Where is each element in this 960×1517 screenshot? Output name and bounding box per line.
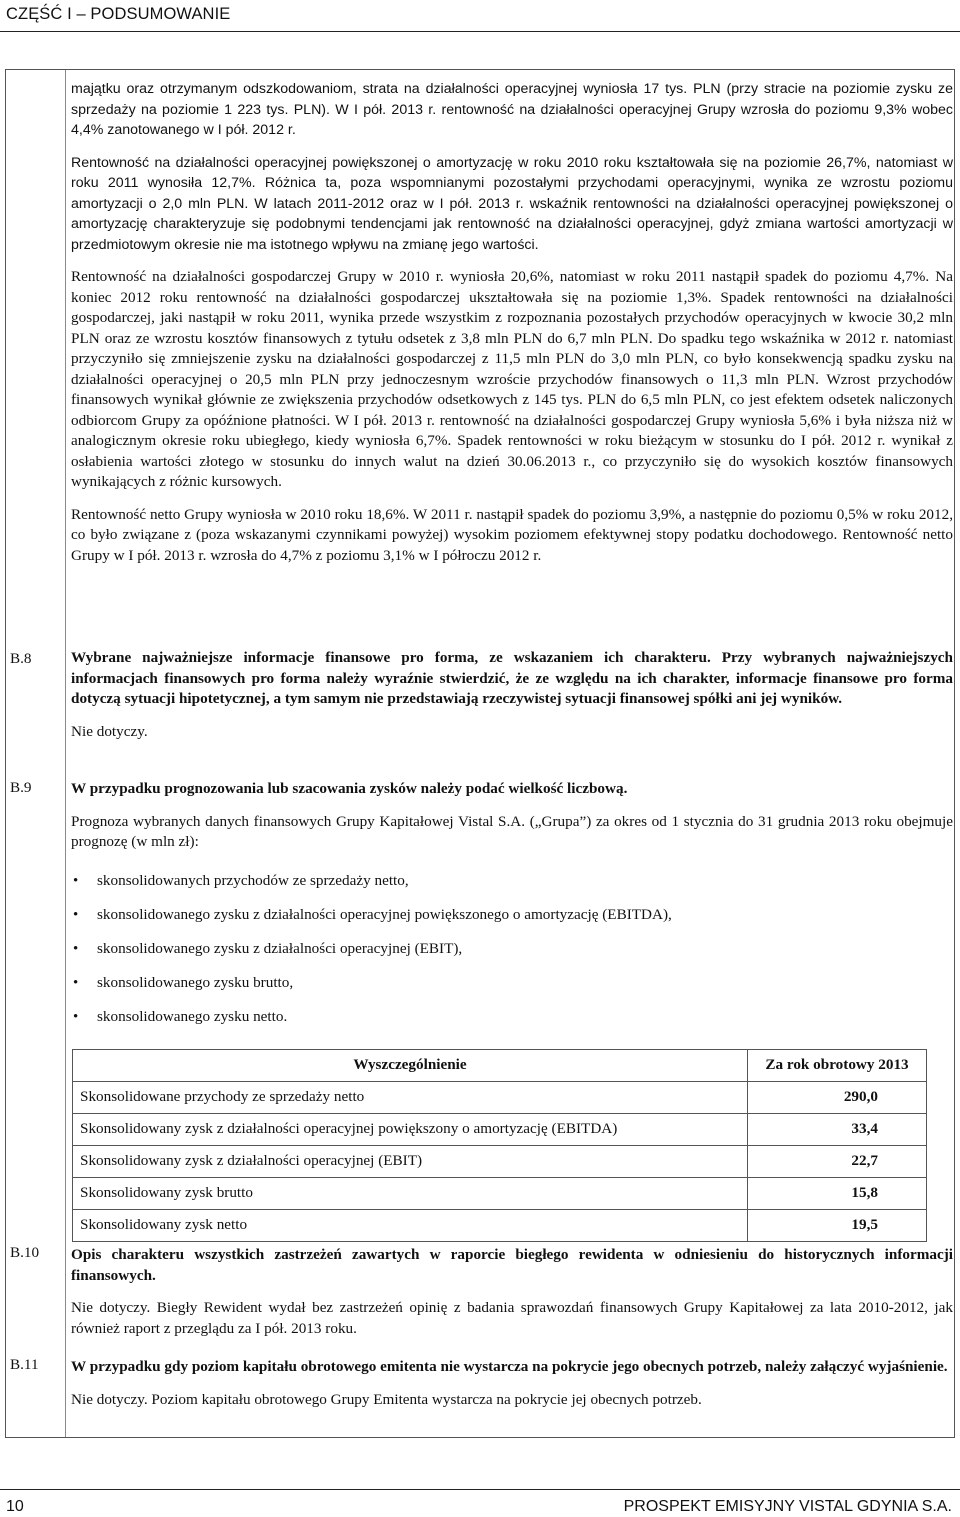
table-row [73, 1081, 927, 1113]
table-cell-value: 19,5 [748, 1209, 927, 1241]
footer-title: PROSPEKT EMISYJNY VISTAL GDYNIA S.A. [623, 1498, 952, 1515]
intro-paragraph-4: Rentowność netto Grupy wyniosła w 2010 roku 18,6%. W 2011 r. nastąpił spadek do poziomu 3,9%, a następnie do poziomu 0,5% w roku 2012, co było związane z (poza wskazanymi czynnikami powyżej) wysokim poziomem efektywnej stopy podatku dochodowego. Rentowność netto Grupy w I pół. 2013 r. wzrosła do 4,7% z poziomu 3,1% w I półroczu 2012 r. [71, 505, 953, 564]
section-id-b11: B.11 [10, 1356, 39, 1373]
list-item: • skonsolidowanego zysku netto. [71, 1007, 953, 1041]
table-row [73, 1145, 927, 1177]
b9-heading: W przypadku prognozowania lub szacowania zysków należy podać wielkość liczbową. [71, 780, 628, 797]
intro-paragraph-3: Rentowność na działalności gospodarczej Grupy w 2010 r. wyniosła 20,6%, natomiast w roku 2011 nastąpił spadek do poziomu 4,7%. Na koniec 2012 roku rentowność na działalności gospodarczej ukształtowała się na poziomie 1,3%. Spadek rentowności na działalności gospodarczej, jaki nastąpił w roku 2011, wynika przede wszystkim z rozpoznania pozostałych przychodów operacyjnych w kwocie 30,2 mln PLN oraz ze wzrostu kosztów finansowych z tytułu odsetek z 3,8 mln PLN do 6,7 mln PLN. Do spadku tego wskaźnika w 2012 r. natomiast przyczyniło się zmniejszenie zysku na działalności gospodarczej z 11,5 mln PLN do 3,0 mln PLN, co było konsekwencją spadku zysku na działalności operacyjnej o 20,5 mln PLN przy jednoczesnym wzroście przychodów finansowych o 11,3 mln PLN. Wzrost przychodów finansowych wynikał głównie ze zwiększenia przychodów odsetkowych z 145 tys. PLN do 6,5 mln PLN, co jest efektem odsetek naliczonych odbiorcom Grupy za opóźnione płatności. W I pół. 2013 r. rentowność na działalności gospodarczej Grupy wyniosła 5,6% i była niższa niż w analogicznym okresie roku ubiegłego, kiedy wyniosła 6,7%. Spadek rentowności w roku bieżącym w stosunku do I pół. 2012 r. wynikał z osłabienia wartości złotego w stosunku do innych walut na dzień 30.06.2013 r., co przyczyniło się do wysokich kosztów finansowych wynikających z różnic kursowych. [71, 268, 953, 490]
section-id-b8: B.8 [10, 650, 32, 667]
summary-content [71, 70, 953, 1408]
table-cell-value: 33,4 [748, 1113, 927, 1145]
table-header-row [73, 1049, 927, 1081]
b10-text: Nie dotyczy. Biegły Rewident wydał bez zastrzeżeń opinię z badania sprawozdań finansowych Grupy Kapitałowej za lata 2010-2012, jak również raport z przeglądu za I pół. 2013 roku. [71, 1299, 953, 1337]
page-header [0, 0, 960, 32]
b9-text: Prognoza wybranych danych finansowych Grupy Kapitałowej Vistal S.A. („Grupa”) za okres od 1 stycznia do 31 grudnia 2013 roku obejmuje prognozę (w mln zł): [71, 812, 953, 850]
b10-heading: Opis charakteru wszystkich zastrzeżeń zawartych w raporcie biegłego rewidenta w odniesieniu do historycznych informacji finansowych. [71, 1246, 953, 1284]
b11-text: Nie dotyczy. Poziom kapitału obrotowego Grupy Emitenta wystarcza na pokrycie jej obecnych potrzeb. [71, 1390, 702, 1408]
table-cell-label: Skonsolidowany zysk z działalności operacyjnej powiększony o amortyzację (EBITDA) [73, 1113, 748, 1145]
page-number: 10 [6, 1498, 24, 1515]
table-header-cell: Za rok obrotowy 2013 [748, 1049, 927, 1081]
table-cell-value: 22,7 [748, 1145, 927, 1177]
table-cell-value: 15,8 [748, 1177, 927, 1209]
table-row [73, 1209, 927, 1241]
table-cell-value: 290,0 [748, 1081, 927, 1113]
list-item: • skonsolidowanego zysku brutto, [71, 973, 953, 1007]
b9-bullet-list [71, 871, 953, 1041]
b8-heading: Wybrane najważniejsze informacje finansowe pro forma, ze wskazaniem ich charakteru. Przy wybranych najważniejszych informacjach finansowych pro forma należy wyraźnie stwierdzić, że ze względu na ich charakter, informacje finansowe pro forma dotyczą sytuacji hipotetycznej, a tym samym nie przedstawiają rzeczywistej sytuacji finansowej spółki ani jej wyników. [71, 649, 953, 707]
intro-paragraph-2: Rentowność na działalności operacyjnej powiększonej o amortyzację w roku 2010 roku kształtowała się na poziomie 26,7%, natomiast w roku 2011 wynosiła 12,7%. Różnica ta, poza wspomnianymi pozostałymi przychodami operacyjnymi, wynika ze wzrostu poziomu amortyzacji o 2,0 mln PLN. W latach 2011-2012 oraz w I pół. 2013 r. wskaźnik rentowności na działalności operacyjnej powiększonej o amortyzację charakteryzuje się podobnymi tendencjami jak rentowność na działalności operacyjnej, gdyż zmiana wartości amortyzacji w przedmiotowym okresie nie ma istotnego wpływu na zmianę jego wartości. [71, 154, 953, 253]
table-header-cell: Wyszczególnienie [73, 1049, 748, 1081]
column-divider [65, 70, 66, 1437]
section-id-b9: B.9 [10, 779, 32, 796]
summary-table-box [5, 69, 955, 1438]
table-row [73, 1177, 927, 1209]
table-cell-label: Skonsolidowany zysk netto [73, 1209, 748, 1241]
forecast-table [72, 1049, 927, 1242]
table-row [73, 1113, 927, 1145]
list-item: • skonsolidowanego zysku z działalności operacyjnej powiększonego o amortyzację (EBITDA), [71, 905, 953, 939]
b11-heading: W przypadku gdy poziom kapitału obrotowego emitenta nie wystarcza na pokrycie jego obecnych potrzeb, należy załączyć wyjaśnienie. [71, 1358, 948, 1375]
b8-text: Nie dotyczy. [71, 722, 148, 740]
section-id-b10: B.10 [10, 1244, 40, 1261]
list-item: • skonsolidowanego zysku z działalności operacyjnej (EBIT), [71, 939, 953, 973]
header-title: CZĘŚĆ I – PODSUMOWANIE [6, 5, 231, 23]
intro-paragraph-1: majątku oraz otrzymanym odszkodowaniom, strata na działalności operacyjnej wyniosła 17 tys. PLN (przy stracie na poziomie zysku ze sprzedaży na poziomie 1 223 tys. PLN). W I pół. 2013 r. rentowność na działalności operacyjnej Grupy wzrosła do poziomu 9,3% wobec 4,4% zanotowanego w I pół. 2012 r. [71, 81, 953, 138]
table-cell-label: Skonsolidowany zysk z działalności operacyjnej (EBIT) [73, 1145, 748, 1177]
page-footer [0, 1489, 960, 1517]
list-item: • skonsolidowanych przychodów ze sprzedaży netto, [71, 871, 953, 905]
table-cell-label: Skonsolidowany zysk brutto [73, 1177, 748, 1209]
table-cell-label: Skonsolidowane przychody ze sprzedaży netto [73, 1081, 748, 1113]
